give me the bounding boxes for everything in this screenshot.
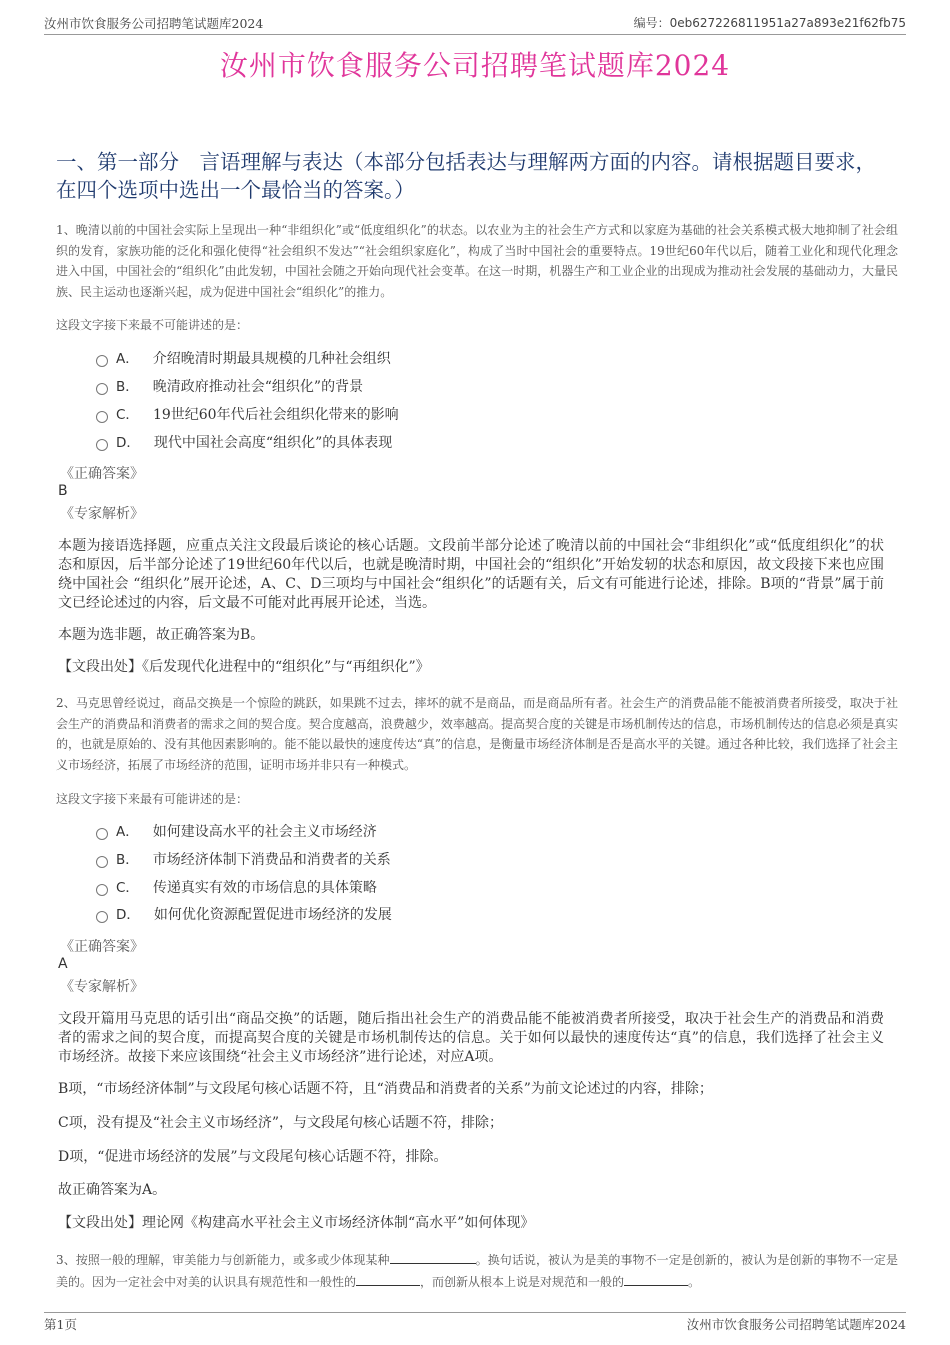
q1-option-c[interactable]: C． 19世纪60年代后社会组织化带来的影响: [96, 405, 399, 425]
q2-option-d[interactable]: D． 如何优化资源配置促进市场经济的发展: [96, 905, 392, 925]
q3-passage: 3、按照一般的理解，审美能力与创新能力，或多或少体现某种 。换句话说，被认为是美的事物不一定是创新的，被认为是创新的事物不一定是美的。因为一定社会中对美的认识具有规范性和一般性的 ，而创新从根本上说是对规范和一般的 。: [56, 1249, 898, 1292]
header-doc-id: 编号：0eb627226811951a27a893e21f62fb75: [633, 16, 906, 30]
footer-title: 汝州市饮食服务公司招聘笔试题库2024: [686, 1317, 906, 1332]
radio-icon[interactable]: [96, 911, 108, 923]
radio-icon[interactable]: [96, 383, 108, 395]
page-header: [44, 14, 906, 35]
q2-analysis: 文段开篇用马克思的话引出“商品交换”的话题，随后指出社会生产的消费品能不能被消费者所接受，取决于社会生产的消费品和消费者的需求之间的契合度，而提高契合度的关键是市场机制传达的信息。关于如何以最快的速度传达“真”的信息，我们选择了社会主义市场经济。故接下来应该围绕“社会主义市场经济”进行论述，对应A项。: [58, 1011, 884, 1065]
q2-conclusion: 故正确答案为A。: [58, 1182, 167, 1198]
radio-icon[interactable]: [96, 411, 108, 423]
q1-answer: B: [58, 483, 68, 499]
q1-source: 【文段出处】《后发现代化进程中的“组织化”与“再组织化”》: [58, 659, 430, 675]
radio-icon[interactable]: [96, 439, 108, 451]
page-title: 汝州市饮食服务公司招聘笔试题库2024: [219, 49, 731, 82]
radio-icon[interactable]: [96, 828, 108, 840]
q1-correct-answer-label: 《正确答案》: [60, 466, 144, 482]
q2-analysis-d: D项，“促进市场经济的发展”与文段尾句核心话题不符，排除。: [58, 1149, 448, 1165]
fill-blank-3[interactable]: [624, 1271, 688, 1286]
q2-answer: A: [58, 956, 68, 972]
radio-icon[interactable]: [96, 355, 108, 367]
q1-passage: 1、晚清以前的中国社会实际上呈现出一种“非组织化”或“低度组织化”的状态。以农业为主的社会生产方式和以家庭为基础的社会关系模式极大地抑制了社会组织的发育，家族功能的泛化和强化使得“社会组织不发达”“社会组织家庭化”，构成了当时中国社会的重要特点。19世纪60年代以后，随着工业化和现代化理念进入中国，中国社会的“组织化”由此发轫，中国社会随之开始向现代社会变革。在这一时期，机器生产和工业企业的出现成为推动社会发展的基础动力，大量民族、民主运动也逐渐兴起，成为促进中国社会“组织化”的推力。: [56, 223, 898, 299]
q1-question: 这段文字接下来最不可能讲述的是：: [56, 318, 249, 332]
q1-option-b[interactable]: B． 晚清政府推动社会“组织化”的背景: [96, 377, 363, 397]
q2-option-a[interactable]: A． 如何建设高水平的社会主义市场经济: [96, 822, 377, 842]
fill-blank-2[interactable]: [356, 1271, 420, 1286]
section-heading: 一、第一部分 言语理解与表达（本部分包括表达与理解两方面的内容。请根据题目要求，在四个选项中选出一个最恰当的答案。）: [56, 150, 876, 202]
q1-expert-analysis-label: 《专家解析》: [60, 506, 144, 522]
fill-blank-1[interactable]: [390, 1249, 476, 1264]
q1-conclusion: 本题为选非题，故正确答案为B。: [58, 627, 265, 643]
q2-expert-analysis-label: 《专家解析》: [60, 979, 144, 995]
q2-passage: 2、马克思曾经说过，商品交换是一个惊险的跳跃，如果跳不过去，摔坏的就不是商品，而是商品所有者。社会生产的消费品能不能被消费者所接受，取决于社会生产的消费品和消费者的需求之间的契合度。契合度越高，浪费越少，效率越高。提高契合度的关键是市场机制传达的信息，市场机制传达的信息必须是真实的，也就是原始的、没有其他因素影响的。能不能以最快的速度传达“真”的信息，是衡量市场经济体制是否是高水平的关键。通过各种比较，我们选择了社会主义市场经济，拓展了市场经济的范围，证明市场并非只有一种模式。: [56, 696, 898, 772]
q1-option-d[interactable]: D． 现代中国社会高度“组织化”的具体表现: [96, 433, 392, 453]
page-footer: [44, 1312, 906, 1333]
q1-analysis: 本题为接语选择题，应重点关注文段最后谈论的核心话题。文段前半部分论述了晚清以前的中国社会“非组织化”或“低度组织化”的状态和原因，后半部分论述了19世纪60年代以后，也就是晚清时期，中国社会的“组织化”开始发轫的状态和原因，故文段接下来也应围绕中国社会 “组织化”展开论述，A、C、D三项均与中国社会“组织化”的话题有关，后文有可能进行论述，排除。B项的“背景”属于前文已经论述过的内容，后文最不可能对此再展开论述，当选。: [58, 538, 884, 611]
q1-option-a[interactable]: A． 介绍晚清时期最具规模的几种社会组织: [96, 349, 391, 369]
radio-icon[interactable]: [96, 884, 108, 896]
q2-correct-answer-label: 《正确答案》: [60, 939, 144, 955]
radio-icon[interactable]: [96, 856, 108, 868]
q2-option-c[interactable]: C． 传递真实有效的市场信息的具体策略: [96, 878, 377, 898]
page-number: 第1页: [44, 1317, 77, 1332]
q2-question: 这段文字接下来最有可能讲述的是：: [56, 792, 249, 806]
q2-analysis-c: C项，没有提及“社会主义市场经济”，与文段尾句核心话题不符，排除；: [58, 1115, 504, 1131]
q2-option-b[interactable]: B． 市场经济体制下消费品和消费者的关系: [96, 850, 391, 870]
q2-analysis-b: B项，“市场经济体制”与文段尾句核心话题不符，且“消费品和消费者的关系”为前文论述过的内容，排除；: [58, 1081, 713, 1097]
header-title: 汝州市饮食服务公司招聘笔试题库2024: [44, 16, 264, 31]
q2-source: 【文段出处】理论网《构建高水平社会主义市场经济体制“高水平”如何体现》: [58, 1215, 535, 1231]
